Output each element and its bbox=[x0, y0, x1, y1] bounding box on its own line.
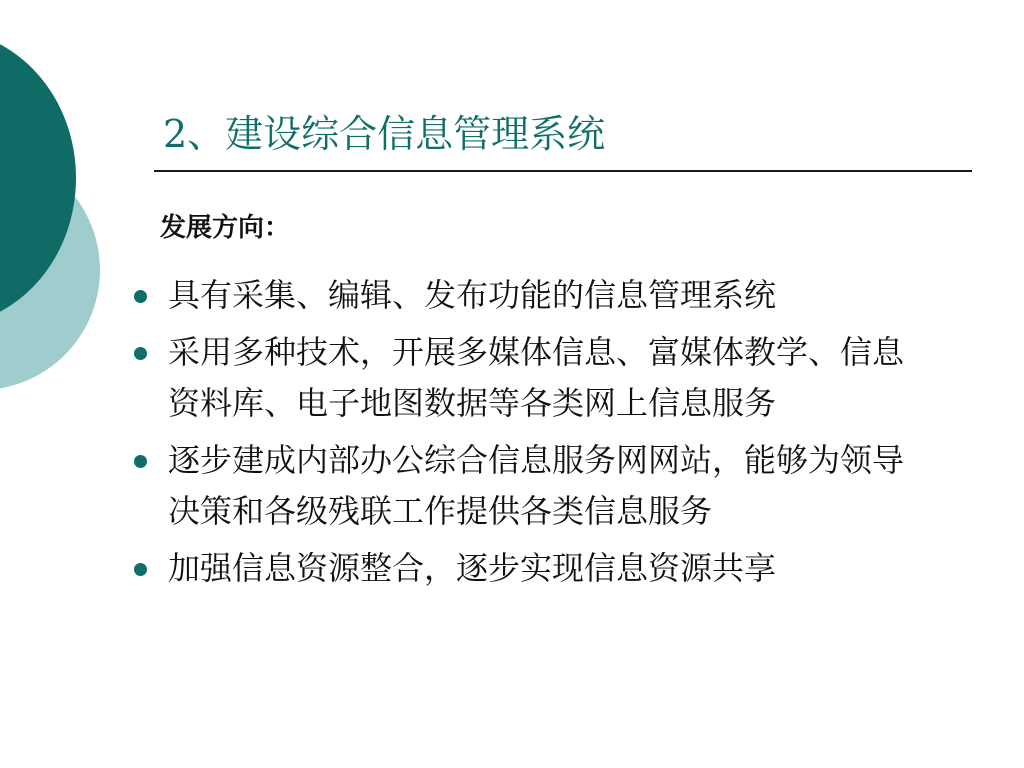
title-divider bbox=[154, 170, 972, 172]
bullet-item bbox=[126, 435, 946, 537]
slide-title: 2、建设综合信息管理系统 bbox=[163, 112, 606, 156]
bullet-dot-icon bbox=[134, 455, 147, 468]
bullet-text: 逐步建成内部办公综合信息服务网网站，能够为领导决策和各级残联工作提供各类信息服务 bbox=[168, 441, 905, 530]
bullet-dot-icon bbox=[134, 290, 147, 303]
bullet-item bbox=[126, 270, 946, 321]
bullet-text: 采用多种技术，开展多媒体信息、富媒体教学、信息资料库、电子地图数据等各类网上信息服务 bbox=[168, 333, 905, 422]
bullet-list bbox=[126, 270, 946, 600]
bullet-dot-icon bbox=[134, 563, 147, 576]
bullet-item bbox=[126, 327, 946, 429]
section-subtitle: 发展方向： bbox=[160, 213, 291, 243]
bullet-item bbox=[126, 543, 946, 594]
bullet-dot-icon bbox=[134, 347, 147, 360]
bullet-text: 加强信息资源整合，逐步实现信息资源共享 bbox=[168, 549, 777, 587]
bullet-text: 具有采集、编辑、发布功能的信息管理系统 bbox=[168, 276, 777, 314]
